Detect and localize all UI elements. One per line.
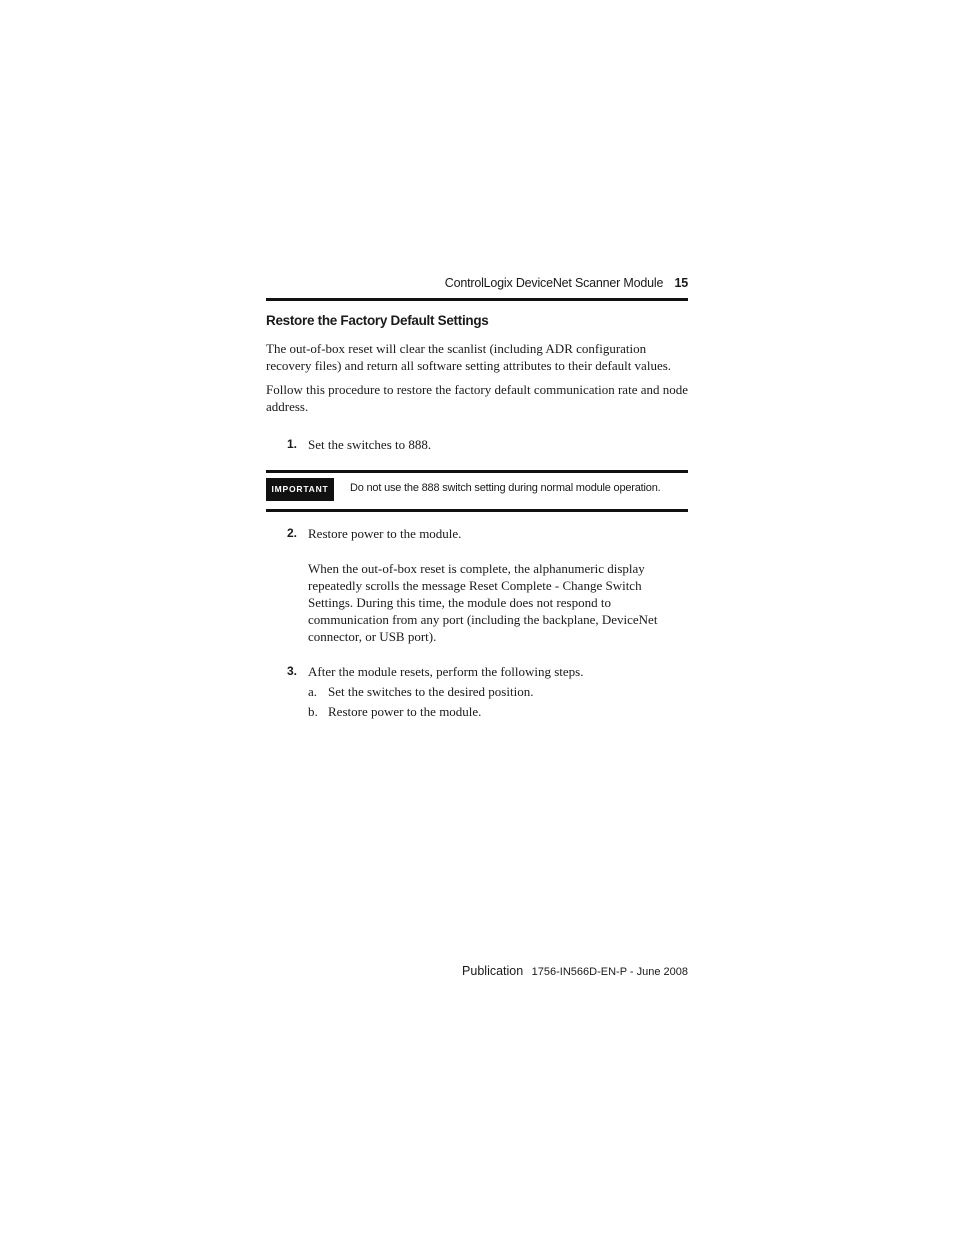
substep-b-letter: b. [308,704,318,719]
footer [266,962,688,980]
step-2-detail: When the out-of-box reset is complete, the alphanumeric display repeatedly scrolls the message Reset Complete - Change Switch Settings. During this time, the module does not respond to communication from any port (including the backplane, DeviceNet connector, or USB port). [308,561,658,644]
important-note [266,470,688,512]
step-2-number: 2. [287,526,298,540]
substep-a-letter: a. [308,684,318,699]
page-number: 15 [674,276,688,290]
step-1-text: Set the switches to 888. [308,437,432,452]
publication-label: Publication [462,964,524,978]
section-heading: Restore the Factory Default Settings [266,313,489,328]
important-text: Do not use the 888 switch setting during normal module operation. [350,482,661,494]
substep-b [308,703,481,720]
header-title: ControlLogix DeviceNet Scanner Module [444,276,664,290]
step-2-text: Restore power to the module. [308,526,462,541]
intro-paragraph-2: Follow this procedure to restore the factory default communication rate and node address. [266,382,688,414]
publication-number: 1756-IN566D-EN-P - June 2008 [531,966,688,978]
substep-a-text: Set the switches to the desired position. [328,684,534,699]
header-rule [266,298,688,301]
running-header [266,276,688,294]
step-1-number: 1. [287,437,298,451]
substep-b-text: Restore power to the module. [328,704,482,719]
important-label: IMPORTANT [266,478,334,501]
substep-a [308,683,533,700]
step-3-text: After the module resets, perform the following steps. [308,664,584,679]
intro-paragraph-1: The out-of-box reset will clear the scanlist (including ADR configuration recovery files) and return all software setting attributes to their default values. [266,341,672,373]
step-3-number: 3. [287,664,298,678]
